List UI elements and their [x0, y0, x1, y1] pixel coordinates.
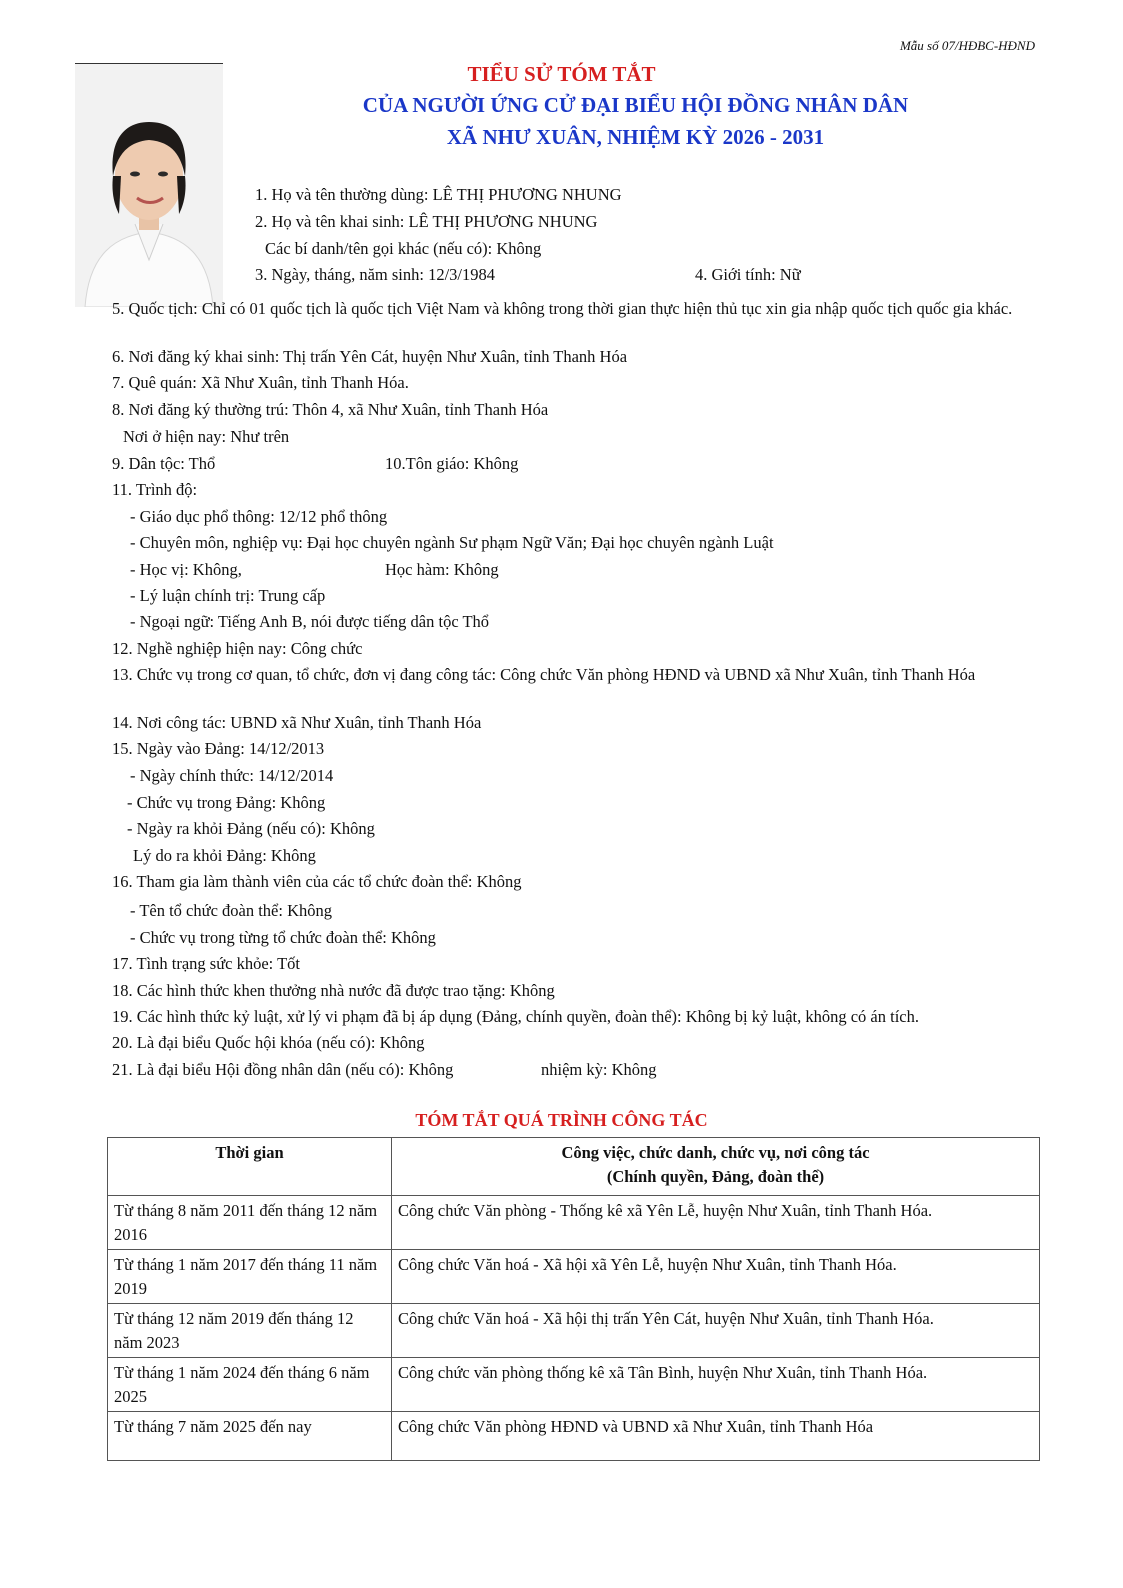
field-party-exit-reason: Lý do ra khỏi Đảng: Không	[133, 846, 316, 865]
field-current-residence: Nơi ở hiện nay: Như trên	[123, 427, 290, 446]
field-ethnicity: 9. Dân tộc: Thổ	[112, 454, 216, 473]
field-permanent-residence: 8. Nơi đăng ký thường trú: Thôn 4, xã Như Xuân, tỉnh Thanh Hóa	[112, 400, 549, 419]
field-national-assembly: 20. Là đại biểu Quốc hội khóa (nếu có): Không	[112, 1033, 425, 1052]
table-row	[108, 1358, 1040, 1412]
field-party-official-date: - Ngày chính thức: 14/12/2014	[130, 766, 334, 785]
field-position: 13. Chức vụ trong cơ quan, tổ chức, đơn vị đang công tác: Công chức Văn phòng HĐND và UBND xã Như Xuân, tỉnh Thanh Hóa	[112, 665, 976, 684]
form-number: Mẫu số 07/HĐBC-HĐND	[899, 38, 1035, 53]
field-political-theory: - Lý luận chính trị: Trung cấp	[130, 586, 326, 605]
field-birth-name: 2. Họ và tên khai sinh: LÊ THỊ PHƯƠNG NHUNG	[255, 212, 598, 231]
field-academic-title: Học hàm: Không	[385, 560, 499, 579]
field-occupation: 12. Nghề nghiệp hiện nay: Công chức	[112, 639, 363, 658]
field-term: nhiệm kỳ: Không	[541, 1060, 657, 1079]
field-professional: - Chuyên môn, nghiệp vụ: Đại học chuyên ngành Sư phạm Ngữ Văn; Đại học chuyên ngành Luật	[130, 533, 774, 552]
header-job-line-2: (Chính quyền, Đảng, đoàn thể)	[606, 1167, 825, 1186]
field-awards: 18. Các hình thức khen thưởng nhà nước đã được trao tặng: Không	[112, 981, 555, 1000]
field-birth-date: 3. Ngày, tháng, năm sinh: 12/3/1984	[255, 265, 495, 284]
field-nationality: 5. Quốc tịch: Chỉ có 01 quốc tịch là quốc tịch Việt Nam và không trong thời gian thực hiện thủ tục xin gia nhập quốc tịch quốc gia khác.	[112, 299, 1013, 318]
field-organization-name: - Tên tổ chức đoàn thể: Không	[130, 901, 333, 920]
work-history-table	[107, 1137, 1040, 1461]
row-time: Từ tháng 1 năm 2017 đến tháng 11 năm 2019	[108, 1250, 392, 1304]
row-job: Công chức Văn hoá - Xã hội xã Yên Lễ, huyện Như Xuân, tỉnh Thanh Hóa.	[392, 1250, 1040, 1304]
field-foreign-language: - Ngoại ngữ: Tiếng Anh B, nói được tiếng dân tộc Thổ	[130, 612, 490, 631]
field-education-heading: 11. Trình độ:	[112, 480, 198, 499]
field-health: 17. Tình trạng sức khỏe: Tốt	[112, 954, 300, 973]
row-job: Công chức văn phòng thống kê xã Tân Bình, huyện Như Xuân, tỉnh Thanh Hóa.	[392, 1358, 1040, 1412]
row-time: Từ tháng 1 năm 2024 đến tháng 6 năm 2025	[108, 1358, 392, 1412]
row-time: Từ tháng 8 năm 2011 đến tháng 12 năm 2016	[108, 1196, 392, 1250]
header-job	[392, 1138, 1040, 1196]
title-line-2: CỦA NGƯỜI ỨNG CỬ ĐẠI BIỂU HỘI ĐỒNG NHÂN DÂN	[362, 93, 909, 117]
field-degree: - Học vị: Không,	[130, 560, 242, 579]
row-time: Từ tháng 12 năm 2019 đến tháng 12 năm 2023	[108, 1304, 392, 1358]
table-row	[108, 1412, 1040, 1461]
header-time: Thời gian	[108, 1138, 392, 1196]
field-discipline: 19. Các hình thức kỷ luật, xử lý vi phạm đã bị áp dụng (Đảng, chính quyền, đoàn thể): Không bị kỷ luật, không có án tích.	[112, 1007, 919, 1026]
field-party-exit-date: - Ngày ra khỏi Đảng (nếu có): Không	[127, 819, 375, 838]
table-row	[108, 1196, 1040, 1250]
field-hometown: 7. Quê quán: Xã Như Xuân, tỉnh Thanh Hóa.	[112, 373, 409, 392]
title-line-1: TIỂU SỬ TÓM TẮT	[467, 62, 656, 86]
field-religion: 10.Tôn giáo: Không	[385, 454, 519, 473]
field-aliases: Các bí danh/tên gọi khác (nếu có): Không	[265, 239, 542, 258]
field-organizations: 16. Tham gia làm thành viên của các tổ chức đoàn thể: Không	[112, 872, 522, 891]
table-row	[108, 1304, 1040, 1358]
row-time: Từ tháng 7 năm 2025 đến nay	[108, 1412, 392, 1461]
title-line-3: XÃ NHƯ XUÂN, NHIỆM KỲ 2026 - 2031	[446, 125, 825, 149]
row-job: Công chức Văn hoá - Xã hội thị trấn Yên Cát, huyện Như Xuân, tỉnh Thanh Hóa.	[392, 1304, 1040, 1358]
table-header-row	[108, 1138, 1040, 1196]
field-peoples-council: 21. Là đại biểu Hội đồng nhân dân (nếu có): Không	[112, 1060, 454, 1079]
field-general-education: - Giáo dục phổ thông: 12/12 phổ thông	[130, 507, 388, 526]
field-gender: 4. Giới tính: Nữ	[695, 265, 801, 284]
field-party-position: - Chức vụ trong Đảng: Không	[127, 793, 326, 812]
field-party-join-date: 15. Ngày vào Đảng: 14/12/2013	[112, 739, 325, 758]
row-job: Công chức Văn phòng HĐND và UBND xã Như Xuân, tỉnh Thanh Hóa	[392, 1412, 1040, 1461]
row-job: Công chức Văn phòng - Thống kê xã Yên Lễ, huyện Như Xuân, tỉnh Thanh Hóa.	[392, 1196, 1040, 1250]
table-row	[108, 1250, 1040, 1304]
field-common-name: 1. Họ và tên thường dùng: LÊ THỊ PHƯƠNG NHUNG	[255, 185, 622, 204]
field-birth-registration: 6. Nơi đăng ký khai sinh: Thị trấn Yên Cát, huyện Như Xuân, tỉnh Thanh Hóa	[112, 347, 628, 366]
field-organization-position: - Chức vụ trong từng tổ chức đoàn thể: Không	[130, 928, 436, 947]
field-workplace: 14. Nơi công tác: UBND xã Như Xuân, tỉnh Thanh Hóa	[112, 713, 482, 732]
header-job-line-1: Công việc, chức danh, chức vụ, nơi công tác	[561, 1143, 870, 1162]
work-history-title: TÓM TẮT QUÁ TRÌNH CÔNG TÁC	[415, 1110, 708, 1130]
